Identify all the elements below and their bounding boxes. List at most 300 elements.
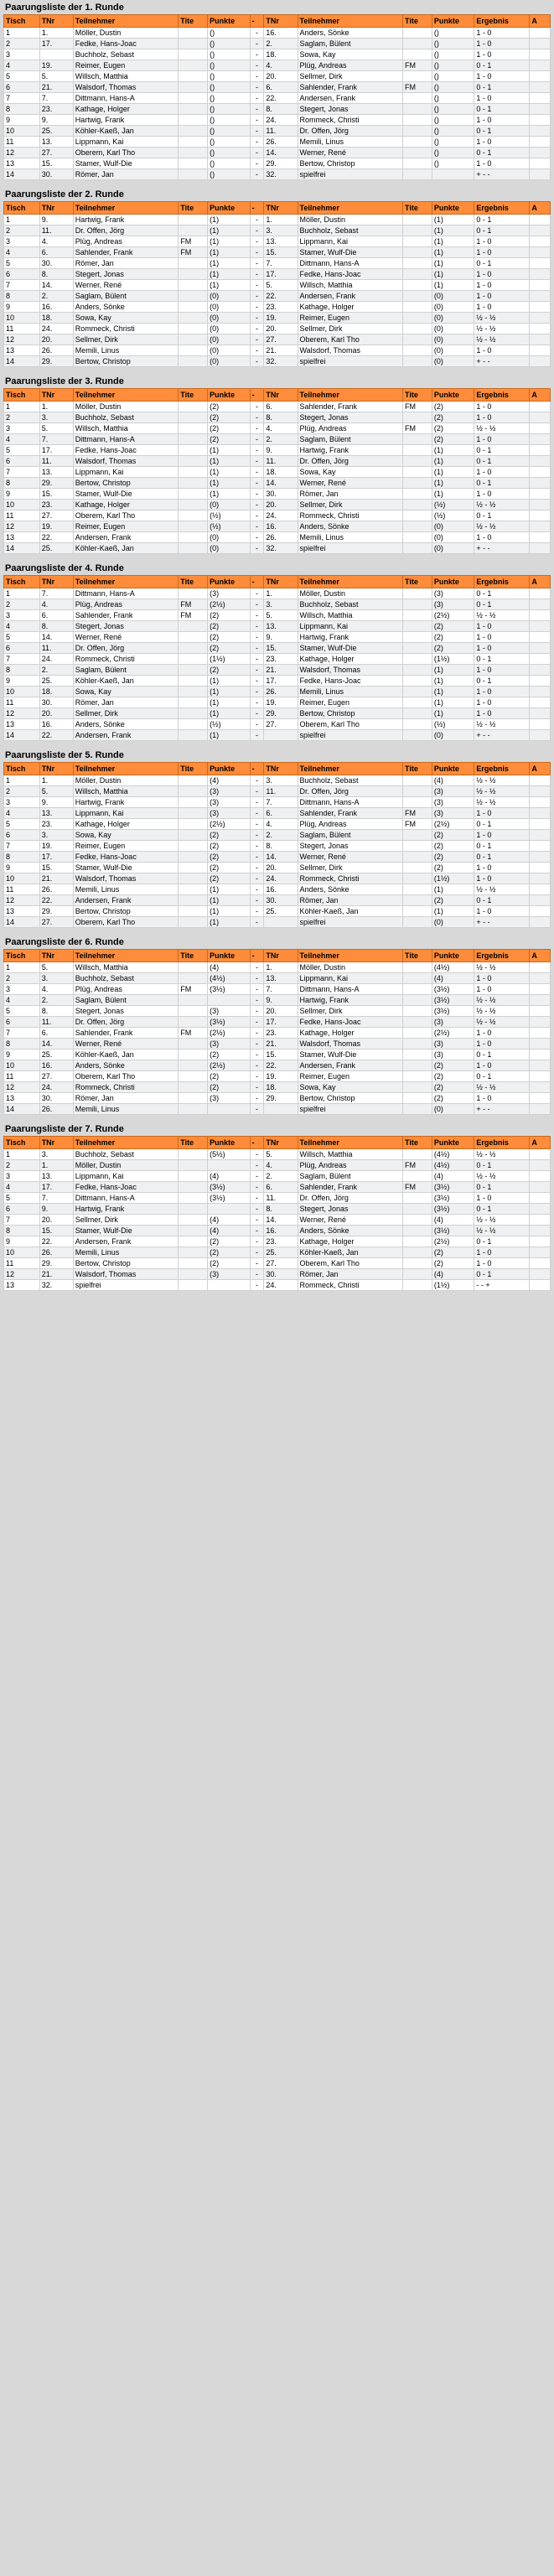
cell-tnr-white: 11. [39,225,73,236]
table-row[interactable] [4,49,551,60]
column-header-tisch[interactable]: Tisch [4,763,40,775]
column-header-title-black[interactable]: Tite [402,389,432,402]
table-row[interactable] [4,1269,551,1280]
table-row[interactable] [4,225,551,236]
column-header-title-black[interactable]: Tite [402,1137,432,1149]
column-header-player-white[interactable]: Teilnehmer [73,950,178,962]
cell-result: 1 - 0 [474,808,530,819]
table-row[interactable] [4,1006,551,1017]
cell-title-black [402,1050,432,1060]
table-header-row [4,576,551,588]
cell-title-white: FM [179,610,208,621]
column-header-tnr-white[interactable]: TNr [39,1137,73,1149]
column-header-points-white[interactable]: Punkte [208,763,250,775]
cell-player-black: Willsch, Matthia [298,1149,402,1160]
column-header-player-white[interactable]: Teilnehmer [73,15,178,28]
table-row[interactable] [4,1236,551,1247]
cell-result: 0 - 1 [474,225,530,236]
cell-result: 1 - 0 [474,1193,530,1204]
column-header-result[interactable]: Ergebnis [474,202,530,215]
column-header-points-white[interactable]: Punkte [208,15,250,28]
cell-tisch: 5 [4,632,40,643]
cell-tnr-black: 8. [264,841,298,852]
column-header-dash[interactable]: - [250,763,264,775]
cell-player-white: Möller, Dustin [73,1160,178,1171]
cell-result: ½ - ½ [474,719,530,730]
column-header-title-black[interactable]: Tite [402,576,432,588]
column-header-a[interactable]: A [530,576,551,588]
cell-tnr-white: 9. [39,797,73,808]
cell-tnr-black: 27. [264,334,298,345]
cell-result: ½ - ½ [474,962,530,973]
column-header-points-black[interactable]: Punkte [432,763,474,775]
table-row[interactable] [4,456,551,467]
table-row[interactable] [4,599,551,610]
table-row[interactable] [4,1149,551,1160]
column-header-points-black[interactable]: Punkte [432,389,474,402]
column-header-tnr-black[interactable]: TNr [264,202,298,215]
cell-points-black: (2) [432,434,474,445]
cell-points-black: (½) [432,511,474,521]
cell-points-white: (2) [208,1236,250,1247]
cell-result: 0 - 1 [474,1236,530,1247]
column-header-points-white[interactable]: Punkte [208,1137,250,1149]
table-row[interactable] [4,697,551,708]
table-row[interactable] [4,60,551,71]
table-row[interactable] [4,962,551,973]
column-header-title-white[interactable]: Tite [179,1137,208,1149]
table-row[interactable] [4,402,551,412]
cell-tisch: 4 [4,60,40,71]
cell-dash: - [250,962,264,973]
cell-points-white: (2) [208,863,250,873]
cell-tnr-black: 11. [264,786,298,797]
cell-tnr-black: 13. [264,236,298,247]
cell-player-white: Anders, Sönke [73,1060,178,1071]
table-row[interactable] [4,1204,551,1215]
table-row[interactable] [4,1182,551,1193]
cell-player-white: Buchholz, Sebast [73,1149,178,1160]
column-header-title-black[interactable]: Tite [402,763,432,775]
table-row[interactable] [4,917,551,928]
cell-a [530,324,551,334]
column-header-player-white[interactable]: Teilnehmer [73,576,178,588]
cell-tnr-white: 30. [39,697,73,708]
cell-title-black [402,511,432,521]
cell-dash: - [250,1247,264,1258]
table-row[interactable] [4,126,551,137]
cell-dash: - [250,1280,264,1291]
cell-title-black [402,215,432,225]
column-header-tnr-white[interactable]: TNr [39,202,73,215]
table-row[interactable] [4,500,551,511]
column-header-a[interactable]: A [530,1137,551,1149]
table-row[interactable] [4,148,551,158]
cell-title-white: FM [179,599,208,610]
column-header-result[interactable]: Ergebnis [474,15,530,28]
cell-a [530,467,551,478]
column-header-tnr-black[interactable]: TNr [264,950,298,962]
cell-player-black: Walsdorf, Thomas [298,345,402,356]
cell-tnr-white: 5. [39,962,73,973]
table-row[interactable] [4,93,551,104]
table-row[interactable] [4,511,551,521]
table-row[interactable] [4,610,551,621]
table-row[interactable] [4,345,551,356]
table-row[interactable] [4,467,551,478]
table-row[interactable] [4,489,551,500]
column-header-title-white[interactable]: Tite [179,202,208,215]
table-row[interactable] [4,423,551,434]
table-row[interactable] [4,873,551,884]
table-row[interactable] [4,719,551,730]
column-header-tisch[interactable]: Tisch [4,202,40,215]
column-header-result[interactable]: Ergebnis [474,576,530,588]
cell-title-white [179,973,208,984]
column-header-result[interactable]: Ergebnis [474,950,530,962]
table-row[interactable] [4,906,551,917]
table-row[interactable] [4,302,551,313]
cell-player-black: Kathage, Holger [298,1028,402,1039]
cell-player-black: Reimer, Eugen [298,313,402,324]
column-header-player-white[interactable]: Teilnehmer [73,202,178,215]
cell-points-white: (0) [208,543,250,554]
column-header-dash[interactable]: - [250,389,264,402]
table-row[interactable] [4,1247,551,1258]
table-row[interactable] [4,28,551,39]
table-row[interactable] [4,1050,551,1060]
cell-result: 1 - 0 [474,1039,530,1050]
cell-tisch: 8 [4,1039,40,1050]
cell-tnr-white: 20. [39,334,73,345]
cell-dash: - [250,71,264,82]
cell-title-black [402,719,432,730]
cell-tnr-black: 9. [264,632,298,643]
table-row[interactable] [4,797,551,808]
cell-title-black [402,917,432,928]
column-header-a[interactable]: A [530,389,551,402]
column-header-result[interactable]: Ergebnis [474,1137,530,1149]
table-row[interactable] [4,1093,551,1104]
cell-tisch: 4 [4,434,40,445]
column-header-points-black[interactable]: Punkte [432,202,474,215]
cell-title-white [179,873,208,884]
cell-player-white: Dittmann, Hans-A [73,93,178,104]
column-header-player-black[interactable]: Teilnehmer [298,389,402,402]
cell-player-white: Bertow, Christop [73,356,178,367]
cell-a [530,1182,551,1193]
cell-dash: - [250,830,264,841]
column-header-player-black[interactable]: Teilnehmer [298,763,402,775]
table-row[interactable] [4,39,551,49]
cell-tnr-white: 25. [39,676,73,687]
cell-dash: - [250,1226,264,1236]
column-header-a[interactable]: A [530,15,551,28]
table-row[interactable] [4,1171,551,1182]
table-row[interactable] [4,1215,551,1226]
cell-player-black: Lippmann, Kai [298,973,402,984]
cell-tnr-black: 2. [264,434,298,445]
cell-a [530,588,551,599]
table-row[interactable] [4,291,551,302]
table-row[interactable] [4,1071,551,1082]
cell-points-white [208,1160,250,1171]
table-row[interactable] [4,478,551,489]
table-row[interactable] [4,786,551,797]
column-header-title-white[interactable]: Tite [179,950,208,962]
column-header-tnr-black[interactable]: TNr [264,763,298,775]
cell-points-black: (0) [432,917,474,928]
column-header-dash[interactable]: - [250,1137,264,1149]
table-row[interactable] [4,215,551,225]
table-row[interactable] [4,158,551,169]
table-row[interactable] [4,280,551,291]
column-header-tisch[interactable]: Tisch [4,1137,40,1149]
table-row[interactable] [4,1104,551,1115]
column-header-dash[interactable]: - [250,202,264,215]
table-row[interactable] [4,236,551,247]
table-row[interactable] [4,1060,551,1071]
cell-title-white [179,621,208,632]
table-row[interactable] [4,258,551,269]
table-row[interactable] [4,621,551,632]
column-header-a[interactable]: A [530,763,551,775]
cell-title-black: FM [402,423,432,434]
cell-tnr-black: 6. [264,82,298,93]
column-header-player-white[interactable]: Teilnehmer [73,389,178,402]
column-header-tisch[interactable]: Tisch [4,950,40,962]
table-row[interactable] [4,884,551,895]
cell-tnr-white: 18. [39,687,73,697]
cell-tnr-white: 7. [39,93,73,104]
cell-result: ½ - ½ [474,423,530,434]
table-row[interactable] [4,775,551,786]
table-row[interactable] [4,1226,551,1236]
column-header-a[interactable]: A [530,950,551,962]
column-header-points-black[interactable]: Punkte [432,1137,474,1149]
table-row[interactable] [4,334,551,345]
table-row[interactable] [4,830,551,841]
column-header-player-black[interactable]: Teilnehmer [298,15,402,28]
column-header-player-white[interactable]: Teilnehmer [73,1137,178,1149]
column-header-player-black[interactable]: Teilnehmer [298,1137,402,1149]
column-header-dash[interactable]: - [250,950,264,962]
cell-title-white [179,334,208,345]
column-header-points-black[interactable]: Punkte [432,576,474,588]
cell-title-black [402,697,432,708]
cell-a [530,1006,551,1017]
cell-dash: - [250,1193,264,1204]
cell-title-white [179,708,208,719]
cell-player-white: Plüg, Andreas [73,984,178,995]
column-header-player-black[interactable]: Teilnehmer [298,576,402,588]
cell-title-black: FM [402,402,432,412]
cell-tnr-white: 4. [39,236,73,247]
cell-title-white [179,995,208,1006]
cell-title-white [179,60,208,71]
cell-points-white: (2) [208,402,250,412]
cell-tnr-white: 26. [39,1247,73,1258]
cell-player-white: Saglam, Bülent [73,291,178,302]
table-row[interactable] [4,665,551,676]
cell-tisch: 12 [4,1269,40,1280]
column-header-tnr-black[interactable]: TNr [264,1137,298,1149]
cell-points-white: () [208,28,250,39]
column-header-points-white[interactable]: Punkte [208,576,250,588]
column-header-tnr-white[interactable]: TNr [39,389,73,402]
cell-tnr-black: 8. [264,104,298,115]
cell-points-white: (0) [208,334,250,345]
column-header-points-black[interactable]: Punkte [432,15,474,28]
cell-dash: - [250,1215,264,1226]
cell-title-white [179,412,208,423]
table-row[interactable] [4,984,551,995]
cell-title-black [402,797,432,808]
table-row[interactable] [4,708,551,719]
column-header-dash[interactable]: - [250,15,264,28]
column-header-title-white[interactable]: Tite [179,576,208,588]
column-header-title-black[interactable]: Tite [402,950,432,962]
table-row[interactable] [4,841,551,852]
table-row[interactable] [4,687,551,697]
cell-title-black [402,258,432,269]
cell-title-white: FM [179,984,208,995]
table-row[interactable] [4,1258,551,1269]
column-header-tisch[interactable]: Tisch [4,389,40,402]
table-row[interactable] [4,819,551,830]
table-row[interactable] [4,247,551,258]
table-row[interactable] [4,852,551,863]
table-row[interactable] [4,104,551,115]
cell-title-black [402,1280,432,1291]
table-row[interactable] [4,863,551,873]
cell-tnr-black: 24. [264,115,298,126]
cell-player-white: Dr. Offen, Jörg [73,225,178,236]
cell-a [530,632,551,643]
column-header-title-white[interactable]: Tite [179,389,208,402]
column-header-player-black[interactable]: Teilnehmer [298,950,402,962]
table-row[interactable] [4,808,551,819]
table-row[interactable] [4,137,551,148]
cell-points-white: (1) [208,489,250,500]
column-header-points-black[interactable]: Punkte [432,950,474,962]
cell-title-black [402,104,432,115]
table-row[interactable] [4,1160,551,1171]
cell-tnr-white: 14. [39,280,73,291]
table-row[interactable] [4,654,551,665]
cell-points-black: (3) [432,1050,474,1060]
table-row[interactable] [4,895,551,906]
table-row[interactable] [4,1017,551,1028]
table-row[interactable] [4,356,551,367]
column-header-points-white[interactable]: Punkte [208,950,250,962]
table-row[interactable] [4,1082,551,1093]
cell-tisch: 12 [4,895,40,906]
table-row[interactable] [4,169,551,180]
column-header-title-black[interactable]: Tite [402,15,432,28]
table-row[interactable] [4,588,551,599]
column-header-a[interactable]: A [530,202,551,215]
table-row[interactable] [4,412,551,423]
cell-tnr-black: 15. [264,247,298,258]
table-row[interactable] [4,532,551,543]
column-header-dash[interactable]: - [250,576,264,588]
table-row[interactable] [4,445,551,456]
table-row[interactable] [4,82,551,93]
cell-tnr-white: 13. [39,137,73,148]
table-row[interactable] [4,643,551,654]
cell-a [530,786,551,797]
table-row[interactable] [4,1193,551,1204]
table-row[interactable] [4,1280,551,1291]
cell-points-black: (3½) [432,1204,474,1215]
column-header-player-black[interactable]: Teilnehmer [298,202,402,215]
cell-title-white [179,1236,208,1247]
table-row[interactable] [4,543,551,554]
table-row[interactable] [4,730,551,741]
column-header-title-white[interactable]: Tite [179,763,208,775]
table-row[interactable] [4,71,551,82]
column-header-tnr-white[interactable]: TNr [39,763,73,775]
cell-tnr-white: 25. [39,543,73,554]
column-header-points-white[interactable]: Punkte [208,389,250,402]
table-row[interactable] [4,324,551,334]
column-header-tnr-black[interactable]: TNr [264,389,298,402]
column-header-result[interactable]: Ergebnis [474,763,530,775]
column-header-result[interactable]: Ergebnis [474,389,530,402]
cell-dash: - [250,258,264,269]
column-header-title-black[interactable]: Tite [402,202,432,215]
column-header-tnr-black[interactable]: TNr [264,15,298,28]
cell-dash: - [250,521,264,532]
table-row[interactable] [4,995,551,1006]
cell-tisch: 6 [4,456,40,467]
table-row[interactable] [4,973,551,984]
cell-tisch: 8 [4,1226,40,1236]
column-header-player-white[interactable]: Teilnehmer [73,763,178,775]
cell-player-white: Sowa, Kay [73,313,178,324]
column-header-tnr-white[interactable]: TNr [39,950,73,962]
cell-title-white [179,126,208,137]
column-header-title-white[interactable]: Tite [179,15,208,28]
table-row[interactable] [4,1039,551,1050]
cell-a [530,643,551,654]
column-header-tnr-black[interactable]: TNr [264,576,298,588]
table-row[interactable] [4,676,551,687]
cell-title-white [179,1149,208,1160]
column-header-tisch[interactable]: Tisch [4,15,40,28]
cell-title-white [179,467,208,478]
cell-tnr-white: 1. [39,1160,73,1171]
table-row[interactable] [4,115,551,126]
column-header-tnr-white[interactable]: TNr [39,15,73,28]
cell-player-white: Rommeck, Christi [73,654,178,665]
table-row[interactable] [4,434,551,445]
table-row[interactable] [4,1028,551,1039]
column-header-tisch[interactable]: Tisch [4,576,40,588]
table-row[interactable] [4,521,551,532]
cell-title-black: FM [402,82,432,93]
cell-tisch: 9 [4,489,40,500]
table-row[interactable] [4,269,551,280]
column-header-points-white[interactable]: Punkte [208,202,250,215]
table-row[interactable] [4,313,551,324]
table-row[interactable] [4,632,551,643]
cell-title-black [402,456,432,467]
cell-result: 1 - 0 [474,665,530,676]
column-header-tnr-white[interactable]: TNr [39,576,73,588]
cell-points-white [208,1280,250,1291]
